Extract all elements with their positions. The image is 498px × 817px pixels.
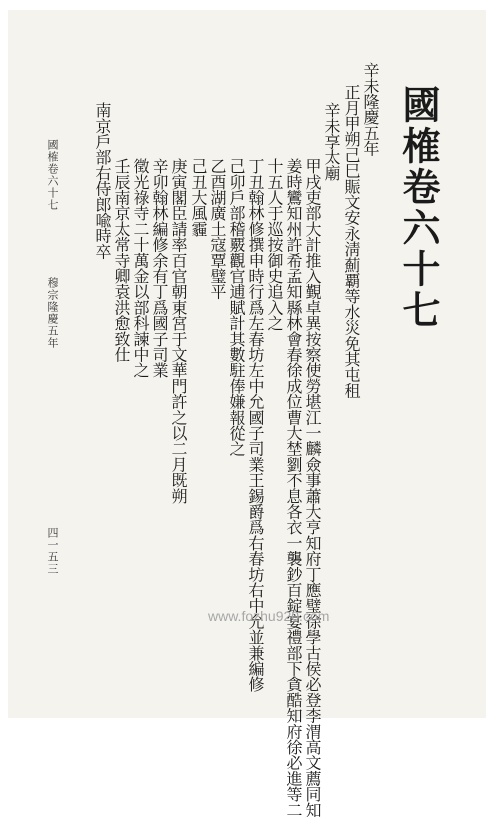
text-column-9: 乙酉湖廣土寇覃璧平: [208, 158, 227, 300]
text-column-4: 甲戌吏部大計推入覲卓異按察使勞堪江一麟僉事蕭大亨知府丁應璧徐學古侯必登李渭高文薦同知: [303, 158, 322, 817]
text-column-12: 辛卯翰林編修余有丁爲國子司業: [150, 158, 169, 378]
page-number: 四一五三: [46, 527, 59, 575]
text-column-6: 十五人于巡按御史追入之: [265, 158, 284, 331]
text-column-13: 徵光祿寺二十萬金以部科諫中之: [131, 158, 150, 378]
text-column-10: 己丑大風霾: [189, 158, 208, 237]
text-column-14: 壬辰南京太常寺卿袁洪愈致仕: [112, 158, 131, 363]
text-column-8: 己卯戶部稽覈觀官逋賦計其數駐俸嫌報從之: [227, 158, 246, 457]
margin-title: 國榷卷六十七: [46, 139, 59, 211]
text-column-2: 正月甲朔己巳賑文安永淸薊覇等水災免其屯租: [342, 84, 361, 399]
text-column-5: 姜時鸞知州許希孟知縣林會春徐成位曹大埜劉不息各衣一襲鈔百錠宴禮部下貪酷知府徐必進等二: [284, 158, 303, 817]
chapter-title: 國榷卷六十七: [396, 85, 441, 331]
text-column-7: 丁丑翰林修撰申時行爲左春坊左中允國子司業王錫爵爲右春坊右中允並兼編修: [246, 158, 265, 692]
text-column-11: 庚寅閣臣請率百官朝東宮于文華門許之以二月既朔: [169, 158, 188, 504]
book-page: [8, 10, 486, 817]
margin-reign-year: 穆宗隆慶五年: [46, 277, 59, 349]
text-column-3: 辛未享太廟: [322, 102, 341, 181]
text-column-1: 辛未隆慶五年: [361, 62, 380, 157]
watermark-text: www.fozhu920.com: [208, 608, 330, 624]
text-column-15: 南京戶部右侍郎喩時卒: [93, 102, 112, 260]
